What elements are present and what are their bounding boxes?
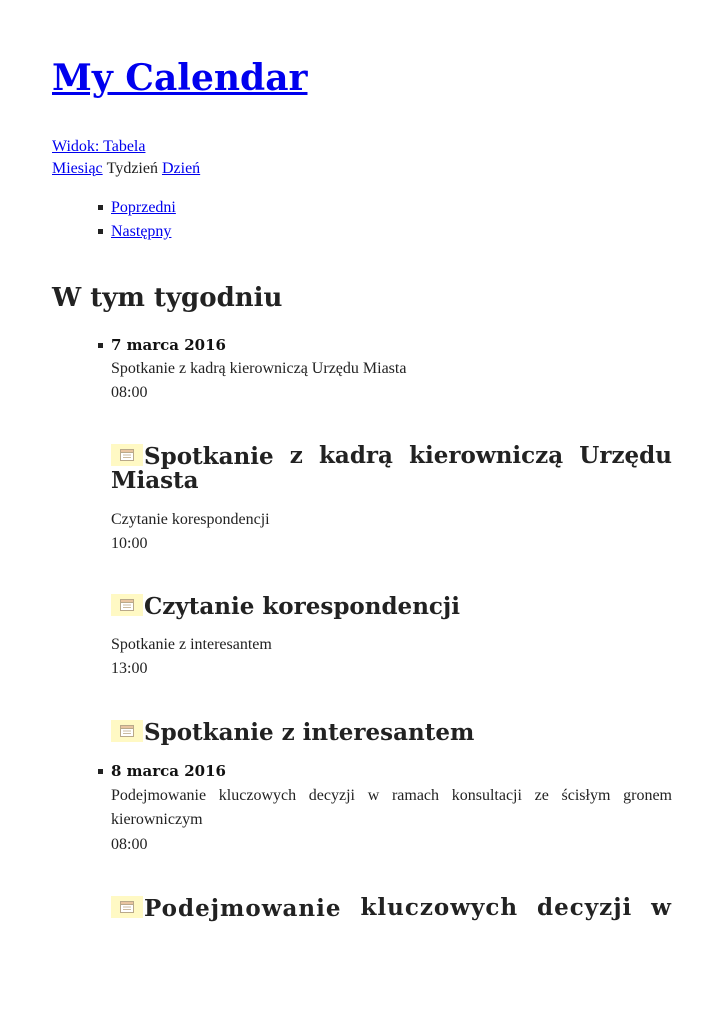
event-detail [111, 444, 672, 493]
day-item [98, 760, 226, 782]
day-date: 8 marca 2016 [111, 762, 226, 780]
day-view-link[interactable]: Dzień [161, 160, 201, 177]
event-title: Spotkanie z kadrą kierowniczą Urzędu [111, 444, 672, 469]
event-detail [111, 896, 672, 921]
event-title-continued: Miasta [111, 467, 199, 494]
day-list [98, 334, 672, 356]
week-heading: W tym tygodniu [52, 283, 283, 313]
view-selector [52, 136, 145, 158]
calendar-icon [111, 720, 143, 742]
next-link[interactable]: Następny [111, 223, 172, 240]
period-switcher [52, 158, 200, 180]
event-title: Czytanie korespondencji [111, 594, 460, 619]
month-view-link[interactable]: Miesiąc [52, 160, 103, 177]
event-time: 13:00 [111, 660, 148, 677]
view-table-link[interactable]: Widok: Tabela [52, 138, 146, 155]
day-list [98, 760, 226, 782]
calendar-icon [111, 896, 143, 918]
event-summary: Czytanie korespondencji [111, 511, 270, 528]
previous-link[interactable]: Poprzedni [111, 199, 176, 216]
event-detail [111, 720, 474, 745]
nav-item-prev [98, 196, 176, 220]
event-time: 08:00 [111, 384, 148, 401]
site-title [52, 56, 308, 100]
event-time: 08:00 [111, 836, 148, 853]
week-view-current: Tydzień [106, 160, 158, 177]
pagination-nav [98, 196, 176, 244]
nav-item-next [98, 220, 176, 244]
day-date: 7 marca 2016 [111, 336, 226, 354]
event-title: Podejmowanie kluczowych decyzji w [111, 896, 672, 921]
event-summary: Spotkanie z interesantem [111, 636, 272, 653]
event-detail [111, 594, 460, 619]
event-summary: Spotkanie z kadrą kierowniczą Urzędu Miasta [111, 360, 407, 377]
event-time: 10:00 [111, 535, 148, 552]
calendar-icon [111, 444, 143, 466]
site-title-link[interactable]: My Calendar [52, 57, 308, 99]
calendar-icon [111, 594, 143, 616]
day-item [98, 334, 672, 356]
event-title: Spotkanie z interesantem [111, 720, 474, 745]
event-summary: Podejmowanie kluczowych decyzji w ramach konsultacji ze ścisłym gronem kierowniczym [111, 787, 672, 828]
